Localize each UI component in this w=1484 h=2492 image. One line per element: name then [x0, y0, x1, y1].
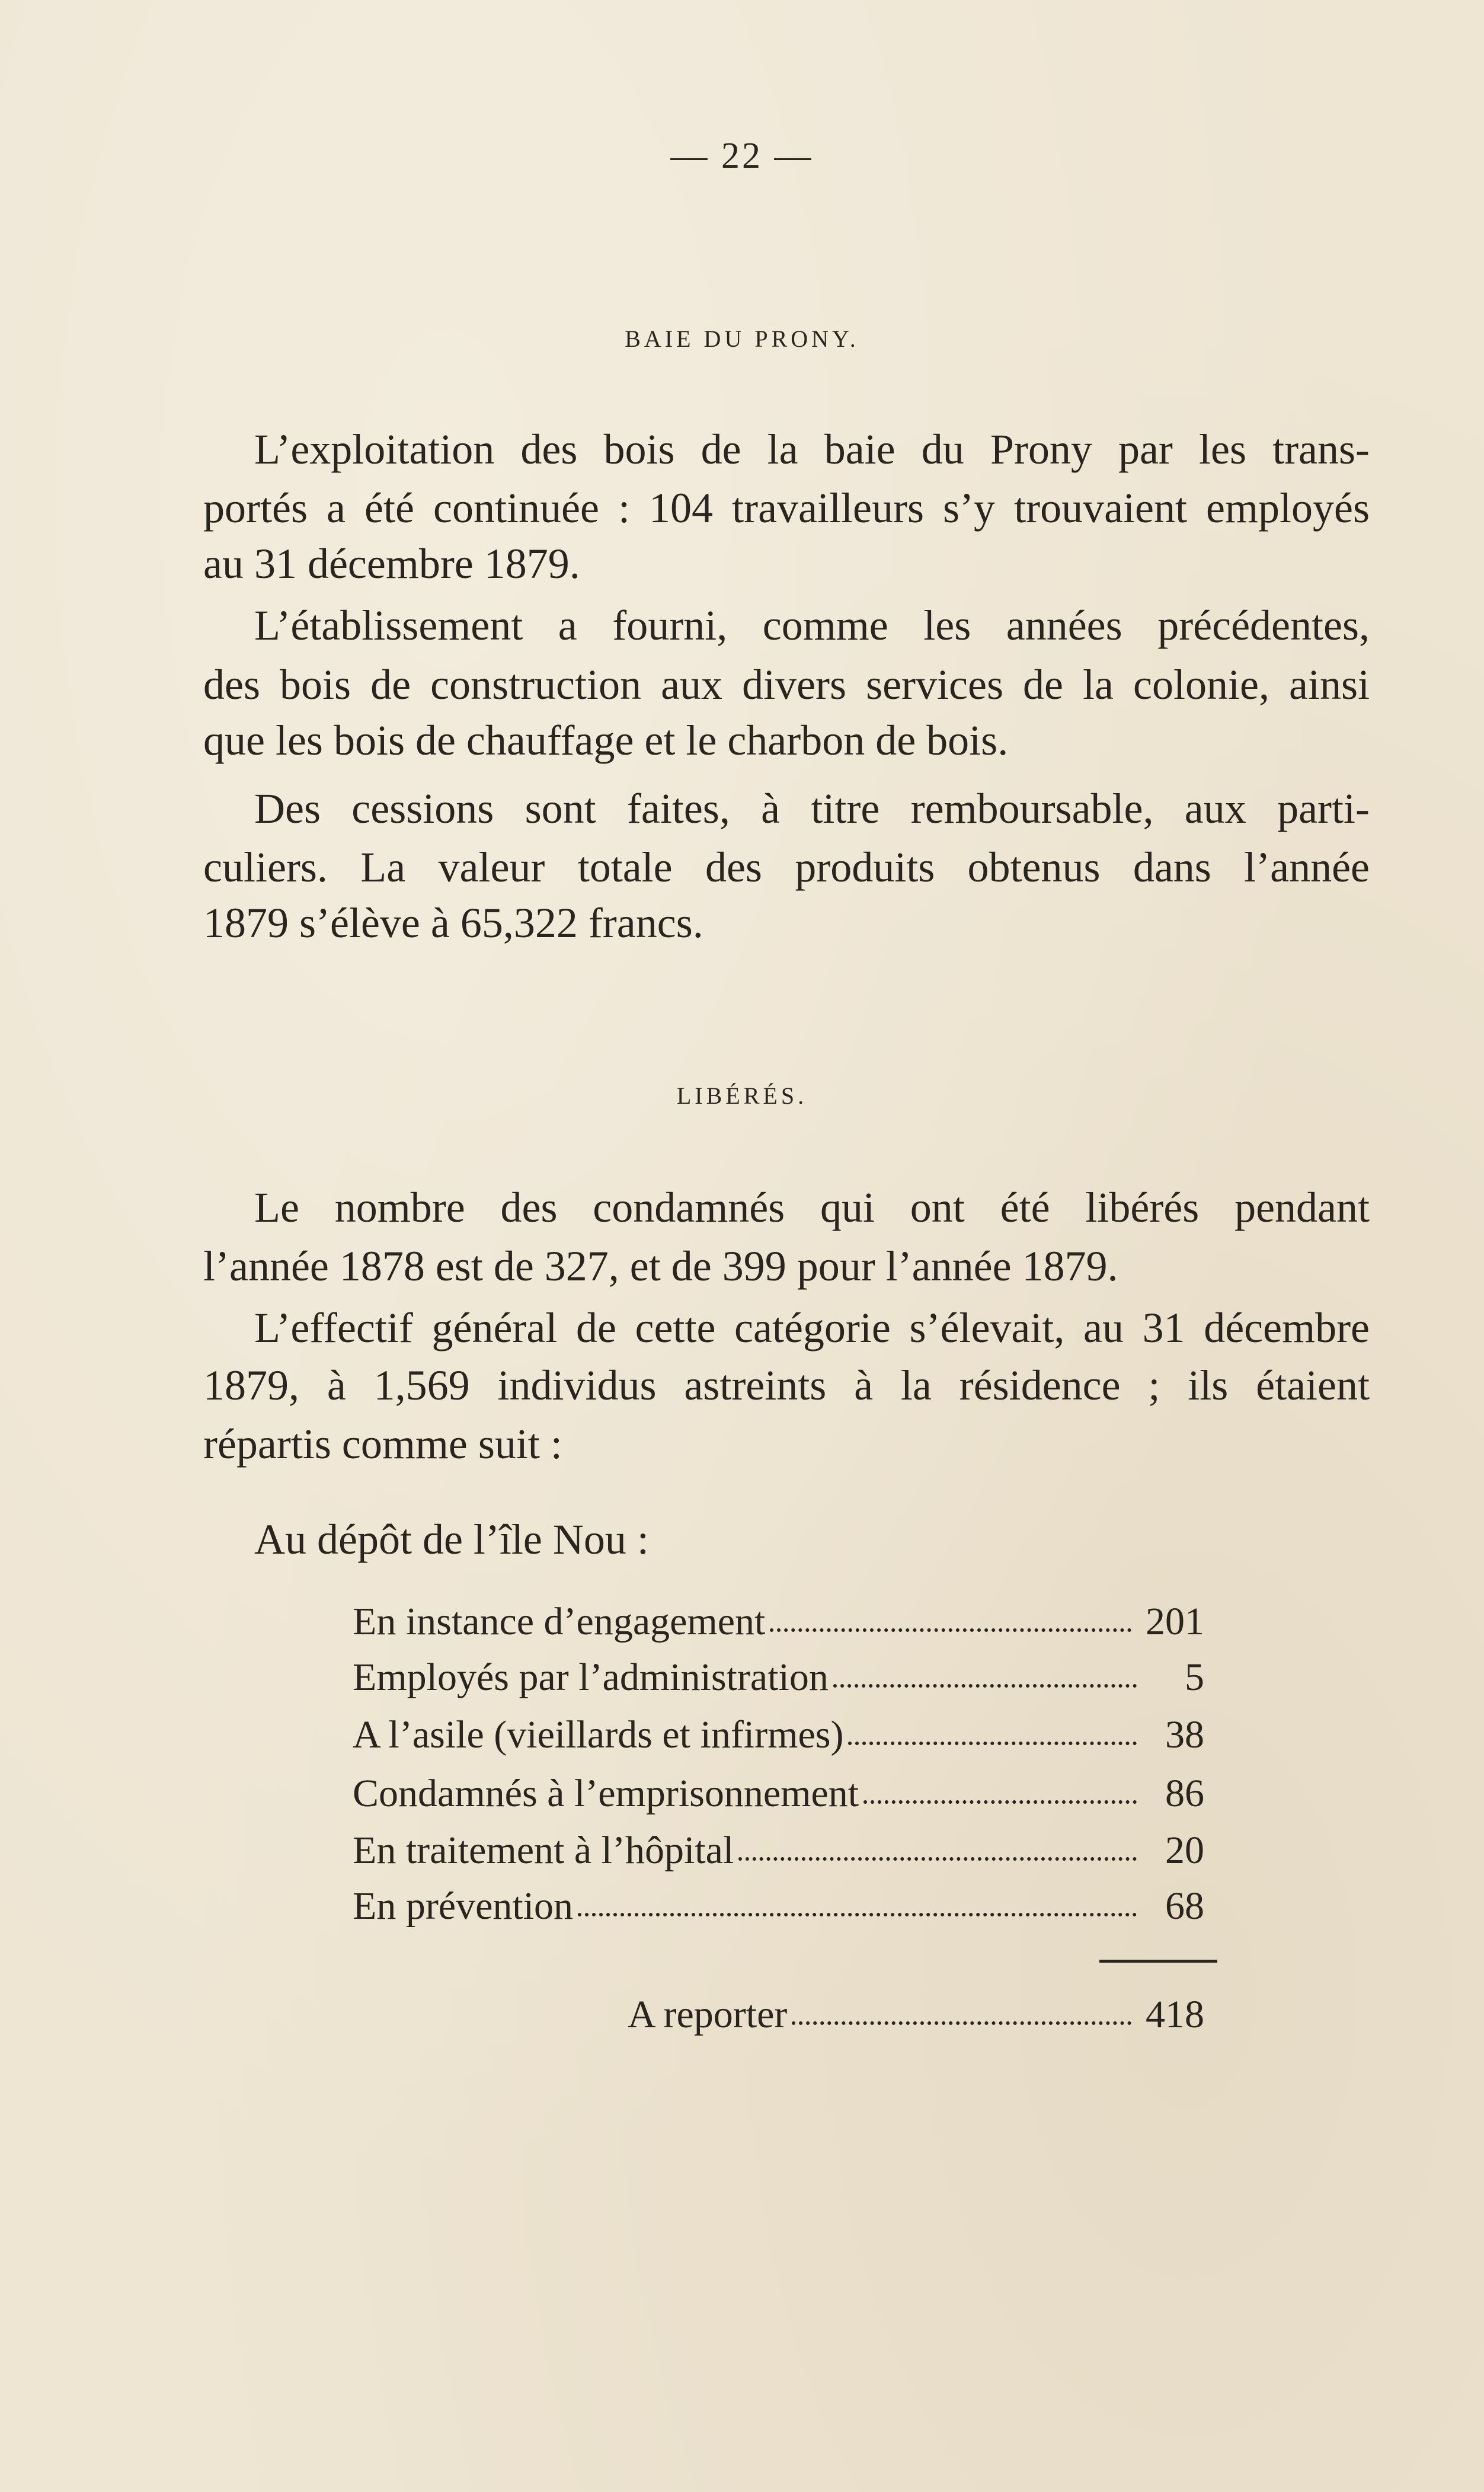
text-line: portés a été continuée : 104 travailleurs s’y trouvaient employés — [203, 484, 1370, 532]
text-line: L’exploitation des bois de la baie du Prony par les trans- — [254, 426, 1370, 473]
text-line: 1879, à 1,569 individus astreints à la résidence ; ils étaient — [203, 1362, 1370, 1409]
page-number: — 22 — — [670, 136, 814, 176]
row-label: En instance d’engagement — [353, 1600, 766, 1643]
table-row — [353, 1715, 1204, 1755]
dot-leader — [738, 1857, 1137, 1861]
table-row — [353, 1831, 1204, 1870]
row-label: Employés par l’administration — [353, 1656, 829, 1699]
dot-leader — [833, 1684, 1137, 1688]
text-line: au 31 décembre 1879. — [203, 540, 580, 587]
table-row — [353, 1658, 1204, 1697]
table-row — [353, 1774, 1204, 1813]
row-label: En prévention — [353, 1884, 574, 1928]
table-intro: Au dépôt de l’île Nou : — [254, 1516, 649, 1563]
text-line: culiers. La valeur totale des produits obtenus dans l’année — [203, 844, 1370, 891]
dot-leader — [578, 1913, 1137, 1916]
row-value: 68 — [1165, 1884, 1204, 1928]
total-label: A reporter — [628, 1993, 788, 2036]
total-row — [628, 1995, 1204, 2034]
text-line: L’effectif général de cette catégorie s’élevait, au 31 décembre — [254, 1304, 1370, 1352]
row-label: Condamnés à l’emprisonnement — [353, 1772, 859, 1815]
text-line: 1879 s’élève à 65,322 francs. — [203, 899, 703, 947]
table-row — [353, 1602, 1204, 1641]
row-value: 86 — [1165, 1772, 1204, 1815]
row-label: En traitement à l’hôpital — [353, 1829, 734, 1872]
dot-leader — [863, 1800, 1137, 1804]
text-line: Des cessions sont faites, à titre remboursable, aux parti- — [254, 785, 1370, 832]
text-line: l’année 1878 est de 327, et de 399 pour l’année 1879. — [203, 1242, 1118, 1290]
row-value: 20 — [1165, 1829, 1204, 1872]
dot-leader — [770, 1628, 1131, 1632]
row-label: A l’asile (vieillards et infirmes) — [353, 1713, 844, 1756]
text-line: Le nombre des condamnés qui ont été libérés pendant — [254, 1184, 1370, 1231]
section-heading-liberes: LIBÉRÉS. — [676, 1082, 808, 1109]
sum-rule — [1099, 1960, 1217, 1963]
row-value: 38 — [1165, 1713, 1204, 1756]
section-heading-baie-du-prony: BAIE DU PRONY. — [625, 325, 859, 352]
text-line: des bois de construction aux divers services de la colonie, ainsi — [203, 661, 1370, 708]
total-value: 418 — [1146, 1993, 1204, 2036]
row-value: 5 — [1185, 1656, 1204, 1699]
text-line: que les bois de chauffage et le charbon de bois. — [203, 717, 1009, 764]
table-row — [353, 1884, 1204, 1928]
dot-leader — [792, 2021, 1131, 2025]
text-line: L’établissement a fourni, comme les années précédentes, — [254, 602, 1370, 649]
dot-leader — [848, 1742, 1137, 1745]
text-line: répartis comme suit : — [203, 1420, 562, 1468]
row-value: 201 — [1146, 1600, 1204, 1643]
